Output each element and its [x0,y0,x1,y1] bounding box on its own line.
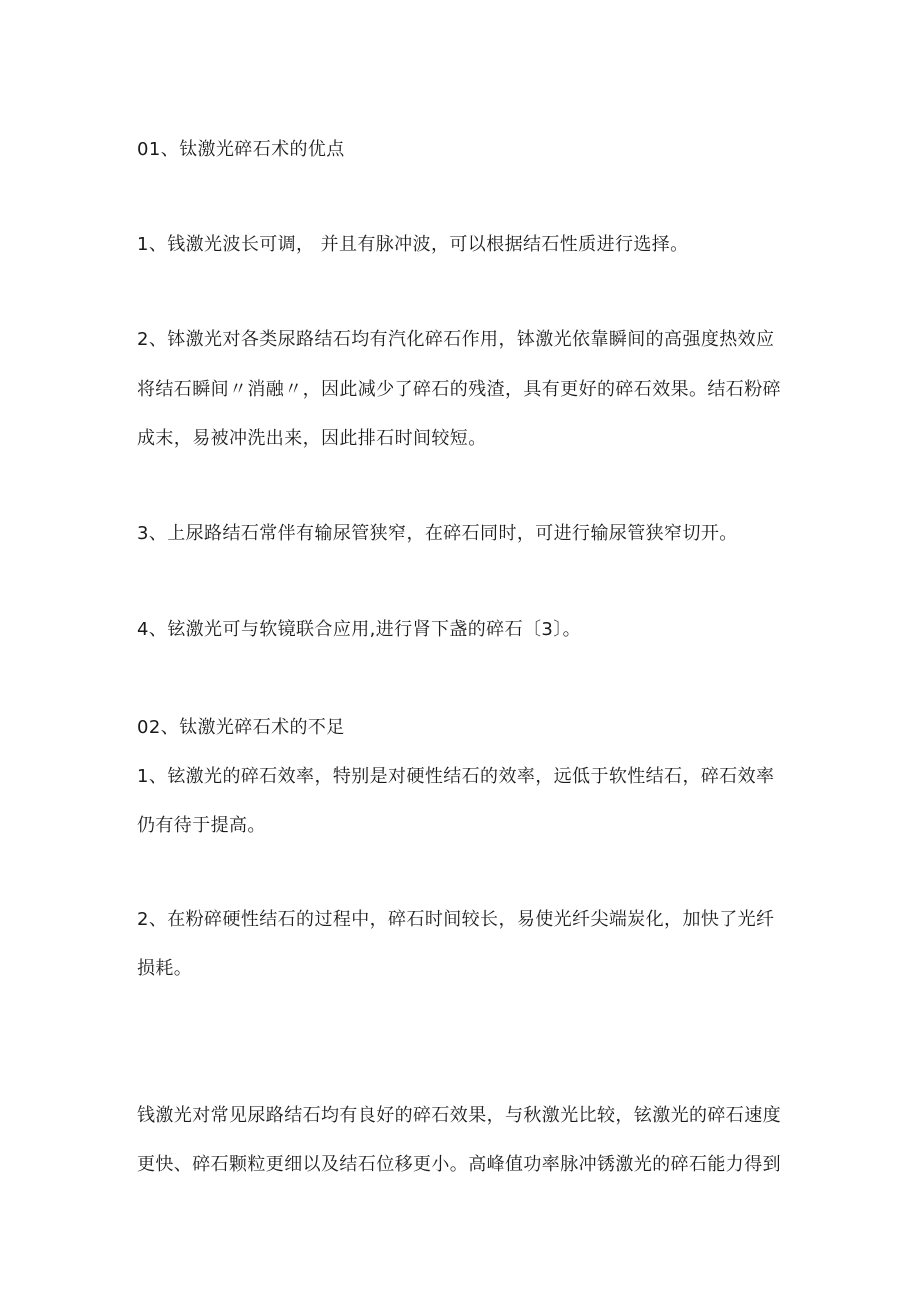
advantage-item-2-line-1: 2、钵激光对各类尿路结石均有汽化碎石作用，钵激光依靠瞬间的高强度热效应 [137,329,775,350]
section-heading-advantages: 01、钛激光碎石术的优点 [137,139,345,160]
closing-paragraph-line-2: 更快、碎石颗粒更细以及结石位移更小。高峰值功率脉冲锈激光的碎石能力得到 [137,1154,781,1175]
shortcoming-item-1-line-2: 仍有待于提高。 [137,815,266,836]
advantage-item-3: 3、上尿路结石常伴有输尿管狭窄，在碎石同时，可进行输尿管狭窄切开。 [137,523,738,544]
advantage-item-2-line-3: 成末，易被冲洗出来，因此排石时间较短。 [137,428,487,449]
advantage-item-1: 1、钱激光波长可调， 并且有脉冲波，可以根据结石性质进行选择。 [137,234,689,255]
shortcoming-item-1-line-1: 1、铉激光的碎石效率，特别是对硬性结石的效率，远低于软性结石，碎石效率 [137,766,775,787]
section-heading-shortcomings: 02、钛激光碎石术的不足 [137,717,345,738]
advantage-item-2-line-2: 将结石瞬间〃消融〃，因此减少了碎石的残渣，具有更好的碎石效果。结石粉碎 [137,379,781,400]
closing-paragraph-line-1: 钱激光对常见尿路结石均有良好的碎石效果，与秋激光比较，铉激光的碎石速度 [137,1105,781,1126]
shortcoming-item-2-line-2: 损耗。 [137,958,193,979]
advantage-item-4: 4、铉激光可与软镜联合应用,进行肾下盏的碎石〔3〕。 [137,619,582,640]
shortcoming-item-2-line-1: 2、在粉碎硬性结石的过程中，碎石时间较长，易使光纤尖端炭化，加快了光纤 [137,909,775,930]
